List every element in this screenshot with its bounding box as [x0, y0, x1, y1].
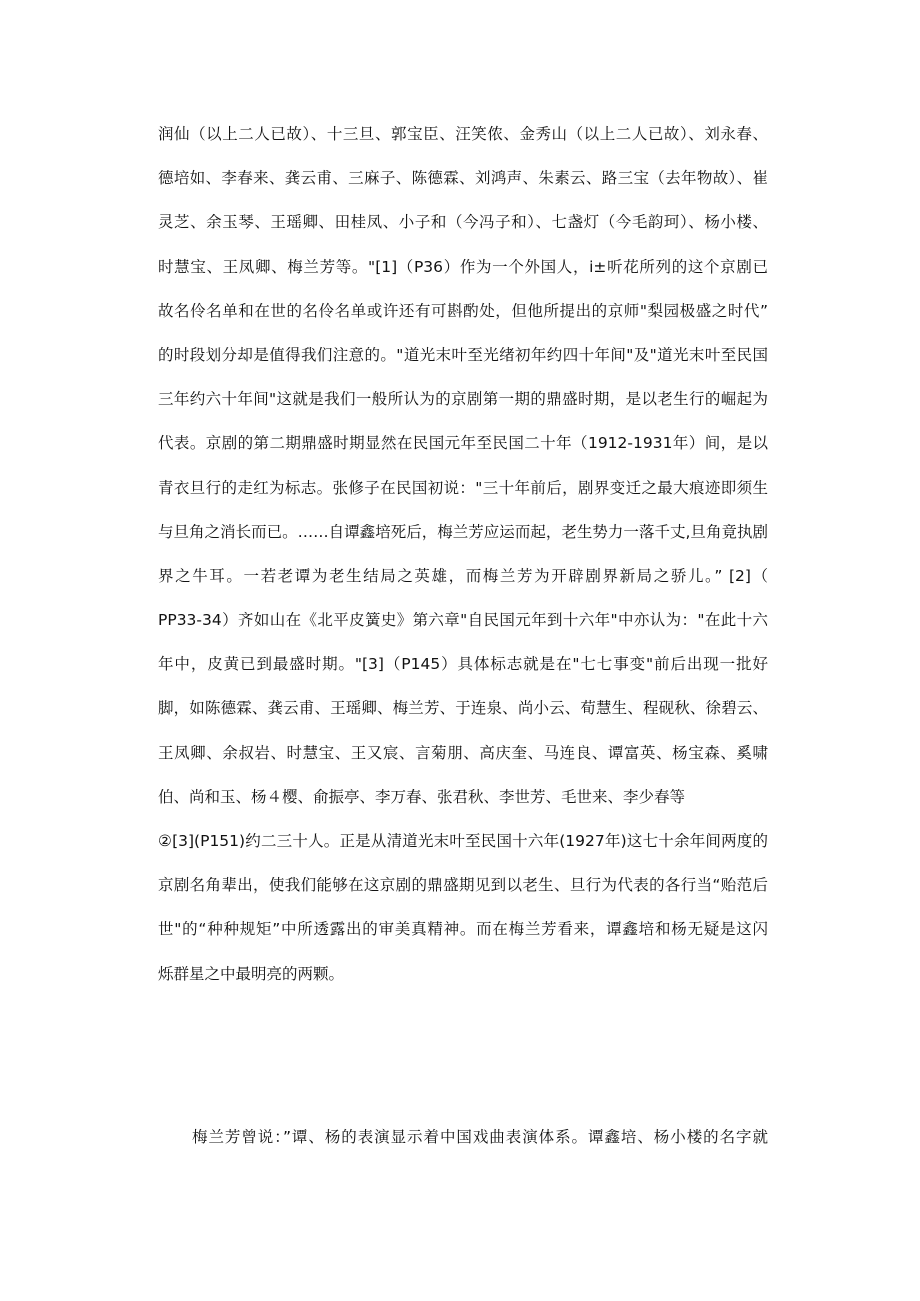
text-line: 的时段划分却是值得我们注意的。"道光末叶至光绪初年约四十年间"及"道光末叶至民国 — [158, 345, 768, 364]
text-line: 京剧名角辈出，使我们能够在这京剧的鼎盛期见到以老生、旦行为代表的各行当“贻范后 — [158, 876, 768, 895]
paragraph-2 — [158, 1115, 768, 1159]
text-line: 代表。京剧的第二期鼎盛时期显然在民国元年至民国二十年（1912-1931年）间，是以 — [158, 434, 768, 453]
text-line: 三年约六十年间"这就是我们一般所认为的京剧第一期的鼎盛时期，是以老生行的崛起为 — [158, 390, 768, 409]
text-line: 时慧宝、王凤卿、梅兰芳等。"[1]（P36）作为一个外国人，i±听花所列的这个京剧已 — [158, 257, 768, 276]
paragraph-1 — [158, 112, 768, 996]
text-line: 烁群星之中最明亮的两颗。 — [158, 964, 345, 983]
text-line: 德培如、李春来、龚云甫、三麻子、陈德霖、刘鸿声、朱素云、路三宝（去年物故）、崔 — [158, 169, 768, 188]
text-line: 界之牛耳。一若老谭为老生结局之英雄，而梅兰芳为开辟剧界新局之骄儿。” [2]（ — [158, 566, 768, 585]
text-line: 伯、尚和玉、杨４樱、俞振亭、李万春、张君秋、李世芳、毛世来、李少春等 — [158, 787, 686, 806]
text-line: 梅兰芳曾说：”谭、杨的表演显示着中国戏曲表演体系。谭鑫培、杨小楼的名字就 — [192, 1128, 768, 1146]
text-line: 年中，皮黄已到最盛时期。"[3]（P145）具体标志就是在"七七事变"前后出现一批好 — [158, 655, 768, 674]
text-line: 王凤卿、余叔岩、时慧宝、王又宸、言菊朋、高庆奎、马连良、谭富英、杨宝森、奚啸 — [158, 743, 768, 762]
text-line: 润仙（以上二人已故）、十三旦、郭宝臣、汪笑侬、金秀山（以上二人已故）、刘永春、 — [158, 125, 768, 143]
text-line: 灵芝、余玉琴、王瑶卿、田桂凤、小子和（今冯子和）、七盏灯（今毛韵珂）、杨小楼、 — [158, 213, 768, 232]
text-line: 青衣旦行的走红为标志。张修子在民国初说："三十年前后，剧界变迁之最大痕迹即须生 — [158, 478, 768, 497]
text-line: ②[3](P151)约二三十人。正是从清道光末叶至民国十六年(1927年)这七十余年间两度的 — [158, 832, 768, 850]
text-line: 与旦角之消长而已。……自谭鑫培死后，梅兰芳应运而起，老生势力一落千丈,旦角竟执剧 — [158, 522, 768, 541]
text-line: 脚，如陈德霖、龚云甫、王瑶卿、梅兰芳、于连泉、尚小云、荀慧生、程砚秋、徐碧云、 — [158, 699, 768, 718]
text-line: 世"的“种种规矩”中所透露出的审美真精神。而在梅兰芳看来，谭鑫培和杨无疑是这闪 — [158, 920, 768, 939]
text-line: PP33-34）齐如山在《北平皮簧史》第六章"自民国元年到十六年"中亦认为："在此十六 — [158, 611, 768, 630]
text-line: 故名伶名单和在世的名伶名单或许还有可斟酌处，但他所提出的京师"梨园极盛之时代” — [158, 301, 768, 320]
